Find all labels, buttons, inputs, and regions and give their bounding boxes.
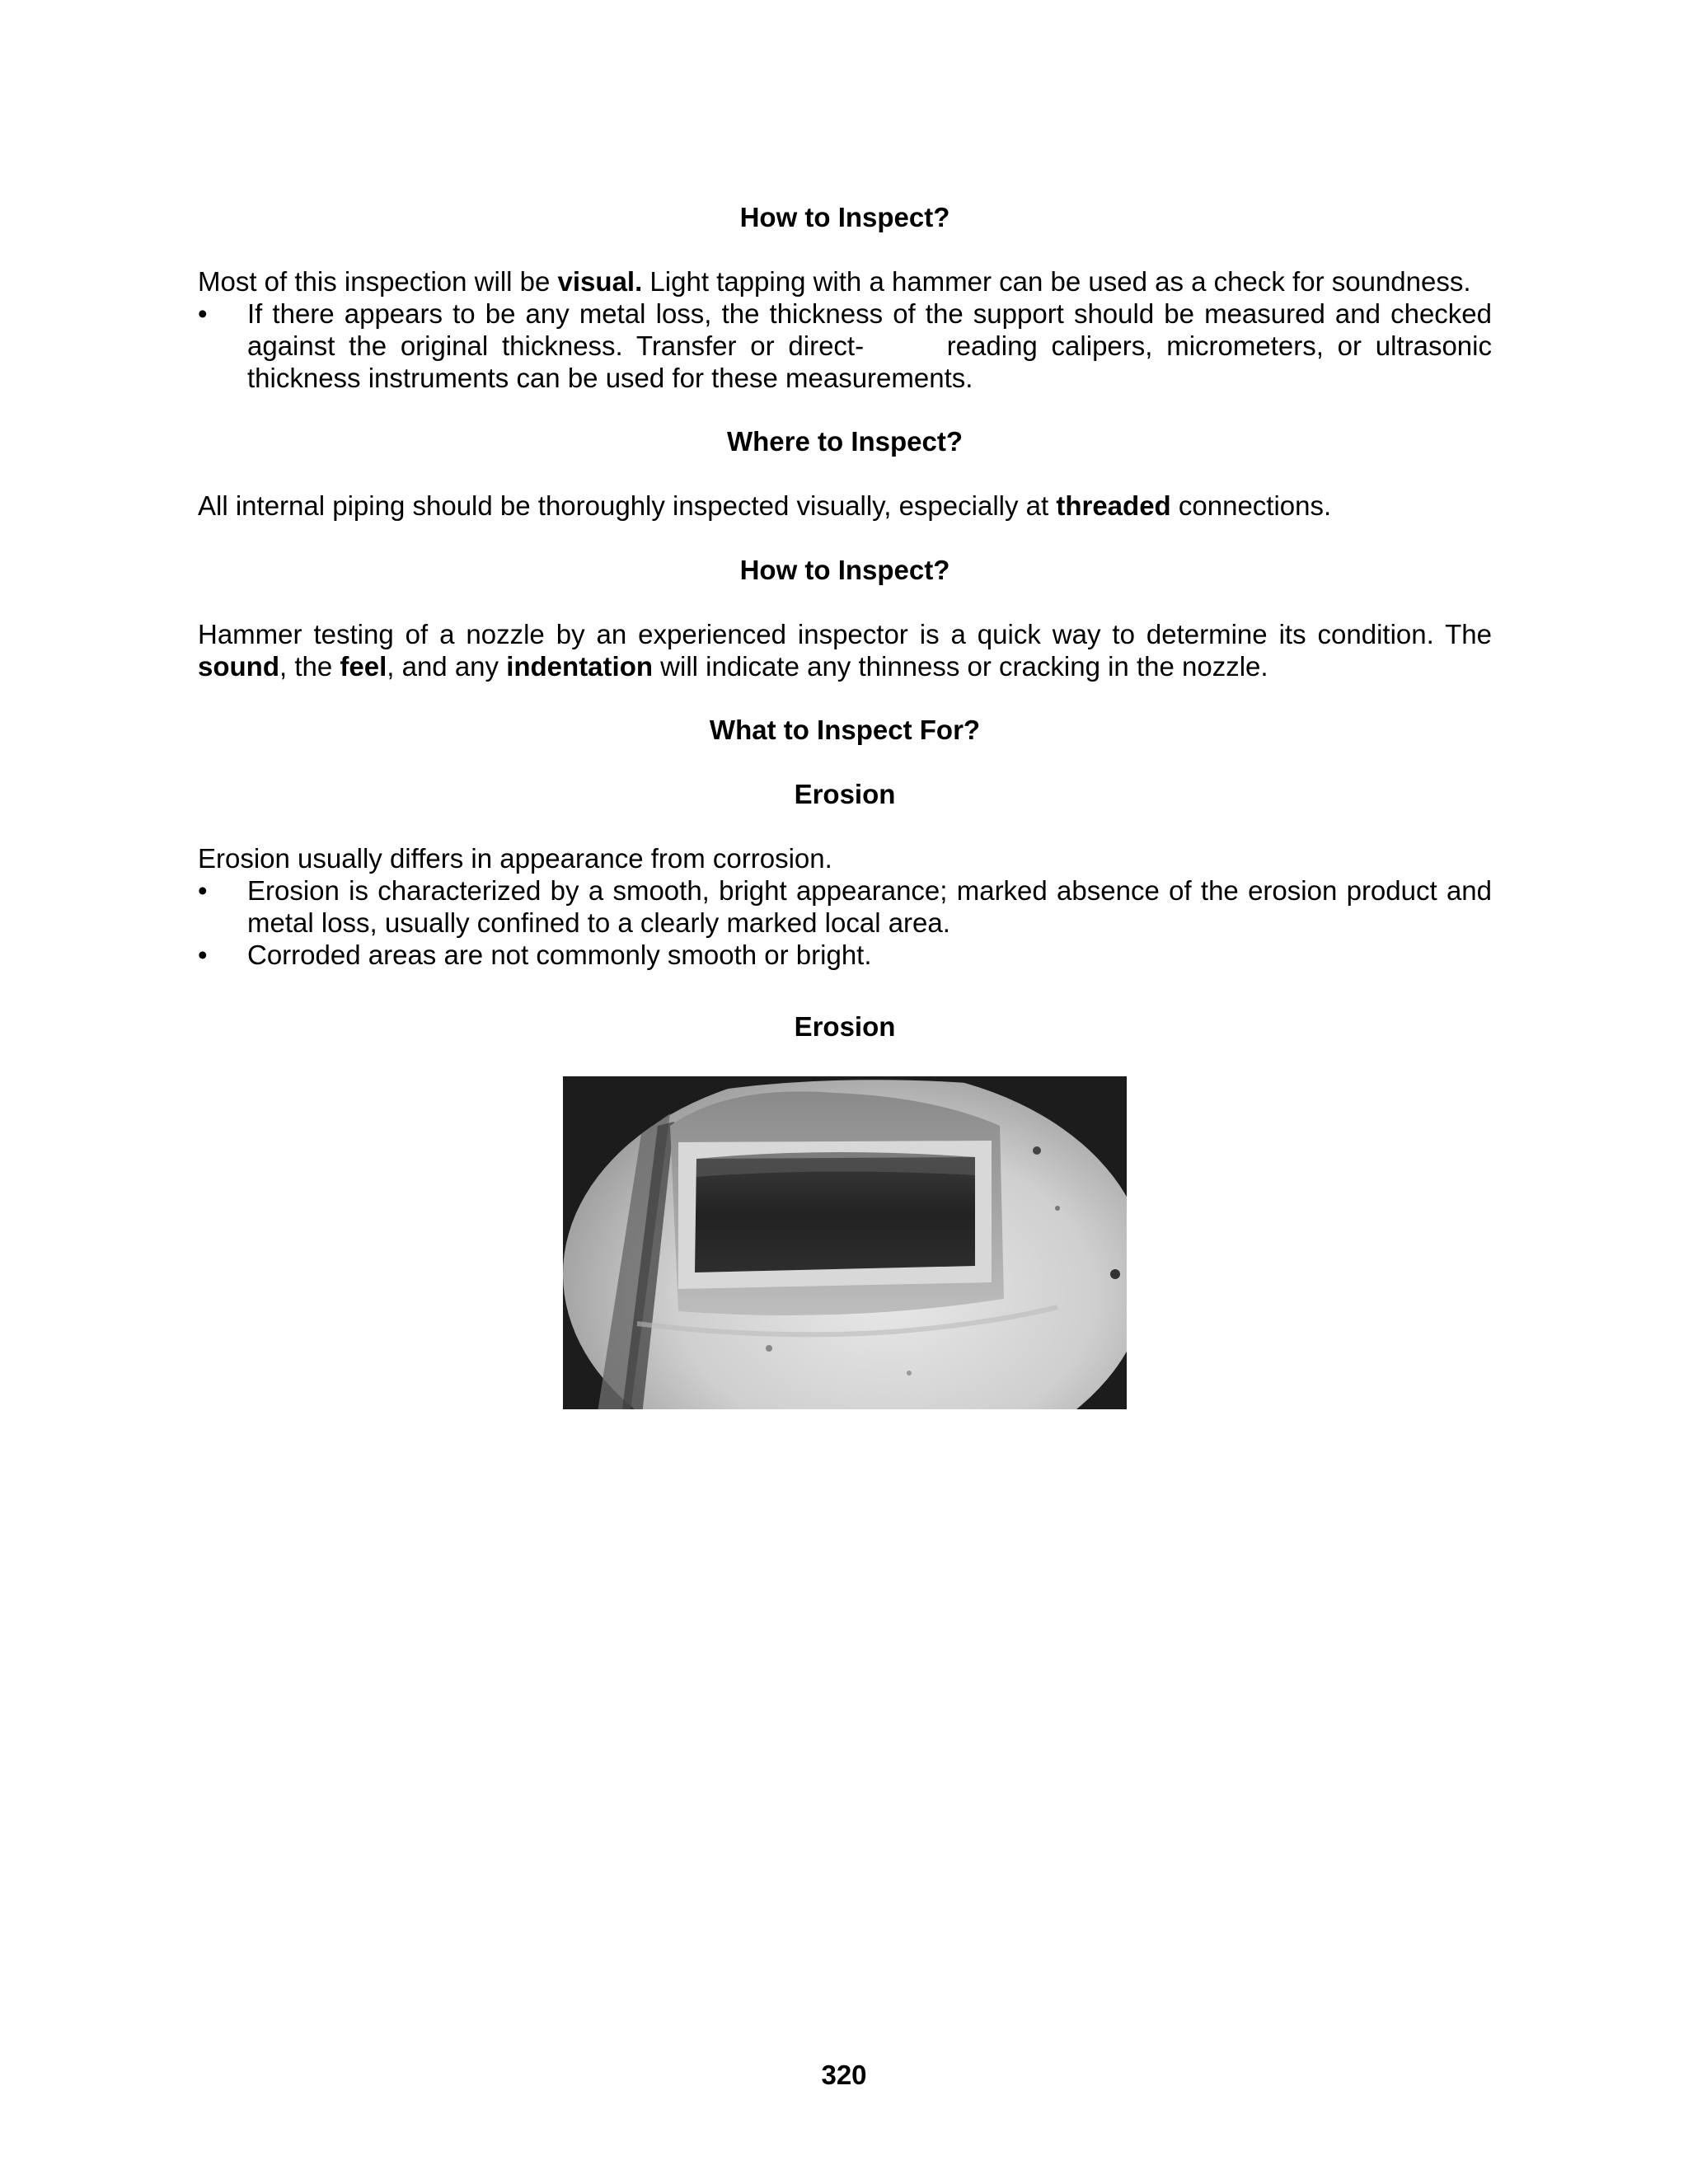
bold-indentation: indentation [506, 651, 654, 682]
heading-what-to-inspect-for: What to Inspect For? [709, 715, 981, 745]
bullet-text [247, 298, 1492, 394]
page-number: 320 [821, 2060, 867, 2090]
bullet-icon: • [198, 298, 208, 329]
paragraph-text: , the [279, 651, 340, 682]
bullet-text [247, 939, 1492, 971]
paragraph-text: Most of this inspection will be [198, 266, 558, 297]
paragraph-erosion-intro: Erosion usually differs in appearance from corrosion. [198, 843, 832, 874]
bullet-line: against the original thickness. Transfer or direct- reading calipers, micrometers, or ultrasonic [247, 330, 1492, 361]
paragraph-text: , and any [387, 651, 507, 682]
paragraph-line [198, 650, 1492, 682]
bold-sound: sound [198, 651, 279, 682]
bullet-line: Erosion is characterized by a smooth, bright appearance; marked absence of the erosion product and [247, 875, 1492, 906]
paragraph-text: Light tapping with a hammer can be used as a check for soundness. [642, 266, 1471, 297]
paragraph-line: Hammer testing of a nozzle by an experienced inspector is a quick way to determine its condition. The [198, 619, 1492, 649]
bullet-line: metal loss, usually confined to a clearly marked local area. [247, 907, 950, 938]
paragraph-text: will indicate any thinness or cracking in the nozzle. [653, 651, 1268, 682]
paragraph-text: All internal piping should be thoroughly inspected visually, especially at [198, 490, 1057, 521]
bold-feel: feel [340, 651, 387, 682]
bold-visual: visual. [557, 266, 643, 297]
heading-how-to-inspect: How to Inspect? [739, 202, 950, 232]
heading-erosion: Erosion [794, 779, 896, 809]
bullet-icon: • [198, 875, 208, 906]
bullet-text [247, 874, 1492, 939]
paragraph-hammer-testing [198, 618, 1492, 682]
paragraph-internal-piping [198, 490, 1492, 522]
bullet-line: If there appears to be any metal loss, the thickness of the support should be measured and checked [247, 298, 1492, 329]
bullet-icon: • [198, 940, 208, 970]
heading-erosion-figure: Erosion [794, 1011, 896, 1042]
bold-threaded: threaded [1056, 490, 1171, 521]
heading-where-to-inspect: Where to Inspect? [726, 426, 964, 457]
paragraph-visual-inspection [198, 265, 1492, 298]
erosion-photo [563, 1076, 1127, 1409]
bullet-line: thickness instruments can be used for these measurements. [247, 363, 973, 393]
erosion-photo-image [563, 1076, 1127, 1409]
heading-how-to-inspect-2: How to Inspect? [739, 555, 950, 585]
paragraph-text: connections. [1170, 490, 1332, 521]
bullet-line: Corroded areas are not commonly smooth or bright. [247, 940, 872, 970]
